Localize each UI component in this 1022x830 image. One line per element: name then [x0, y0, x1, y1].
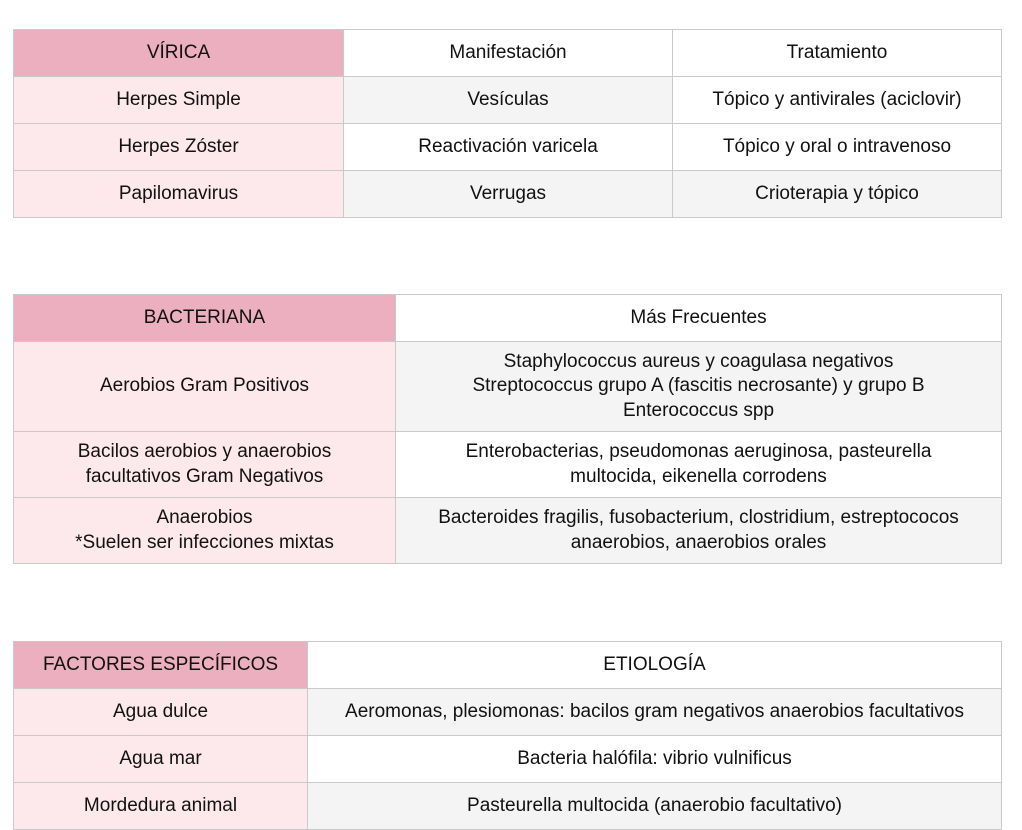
table-row	[14, 77, 1002, 124]
table-row	[14, 342, 1002, 432]
row-label-cell: Herpes Zóster	[14, 124, 344, 171]
table-header-row	[14, 30, 1002, 77]
table-cell: Verrugas	[344, 171, 673, 218]
cell-line: Enterococcus spp	[622, 399, 775, 421]
header-cell: Más Frecuentes	[396, 295, 1002, 342]
table-cell	[396, 432, 1002, 498]
cell-line: facultativos Gram Negativos	[85, 465, 324, 487]
cell-line: Enterobacterias, pseudomonas aeruginosa, pasteurella	[465, 441, 932, 462]
row-label-cell: Mordedura animal	[14, 783, 308, 830]
header-cell: Tratamiento	[673, 30, 1002, 77]
table-row	[14, 171, 1002, 218]
viral-infections-table	[13, 29, 1002, 218]
table-cell: Pasteurella multocida (anaerobio facultativo)	[308, 783, 1002, 830]
table-cell	[396, 498, 1002, 564]
table-row	[14, 124, 1002, 171]
row-label-cell: Herpes Simple	[14, 77, 344, 124]
table-cell: Crioterapia y tópico	[673, 171, 1002, 218]
table-row	[14, 689, 1002, 736]
table-row	[14, 432, 1002, 498]
table-row	[14, 498, 1002, 564]
table-cell: Bacteria halófila: vibrio vulnificus	[308, 736, 1002, 783]
cell-line: Staphylococcus aureus y coagulasa negativos	[503, 350, 894, 372]
table-cell: Tópico y oral o intravenoso	[673, 124, 1002, 171]
table-row	[14, 736, 1002, 783]
cell-line: Streptococcus grupo A (fascitis necrosante) y grupo B	[472, 375, 925, 397]
table-cell: Tópico y antivirales (aciclovir)	[673, 77, 1002, 124]
cell-line: multocida, eikenella corrodens	[570, 465, 827, 487]
row-label-cell: Papilomavirus	[14, 171, 344, 218]
table-header-row	[14, 295, 1002, 342]
cell-line: Aerobios Gram Positivos	[99, 375, 310, 397]
table-cell: Reactivación varicela	[344, 124, 673, 171]
header-cell: Manifestación	[344, 30, 673, 77]
cell-line: Anaerobios	[156, 507, 253, 528]
bacterial-infections-table	[13, 294, 1002, 564]
row-label-cell	[14, 498, 396, 564]
table-header-row	[14, 642, 1002, 689]
cell-line: anaerobios, anaerobios orales	[570, 531, 827, 553]
header-cell: ETIOLOGÍA	[308, 642, 1002, 689]
header-cell: FACTORES ESPECÍFICOS	[14, 642, 308, 689]
table-row	[14, 783, 1002, 830]
cell-line: *Suelen ser infecciones mixtas	[75, 531, 334, 553]
row-label-cell	[14, 342, 396, 432]
header-cell: VÍRICA	[14, 30, 344, 77]
row-label-cell: Agua mar	[14, 736, 308, 783]
row-label-cell	[14, 432, 396, 498]
row-label-cell: Agua dulce	[14, 689, 308, 736]
specific-factors-table	[13, 641, 1002, 830]
table-cell: Aeromonas, plesiomonas: bacilos gram negativos anaerobios facultativos	[308, 689, 1002, 736]
cell-line: Bacteroides fragilis, fusobacterium, clostridium, estreptococos	[438, 507, 959, 528]
table-cell	[396, 342, 1002, 432]
header-cell: BACTERIANA	[14, 295, 396, 342]
cell-line: Bacilos aerobios y anaerobios	[77, 441, 332, 462]
table-cell: Vesículas	[344, 77, 673, 124]
